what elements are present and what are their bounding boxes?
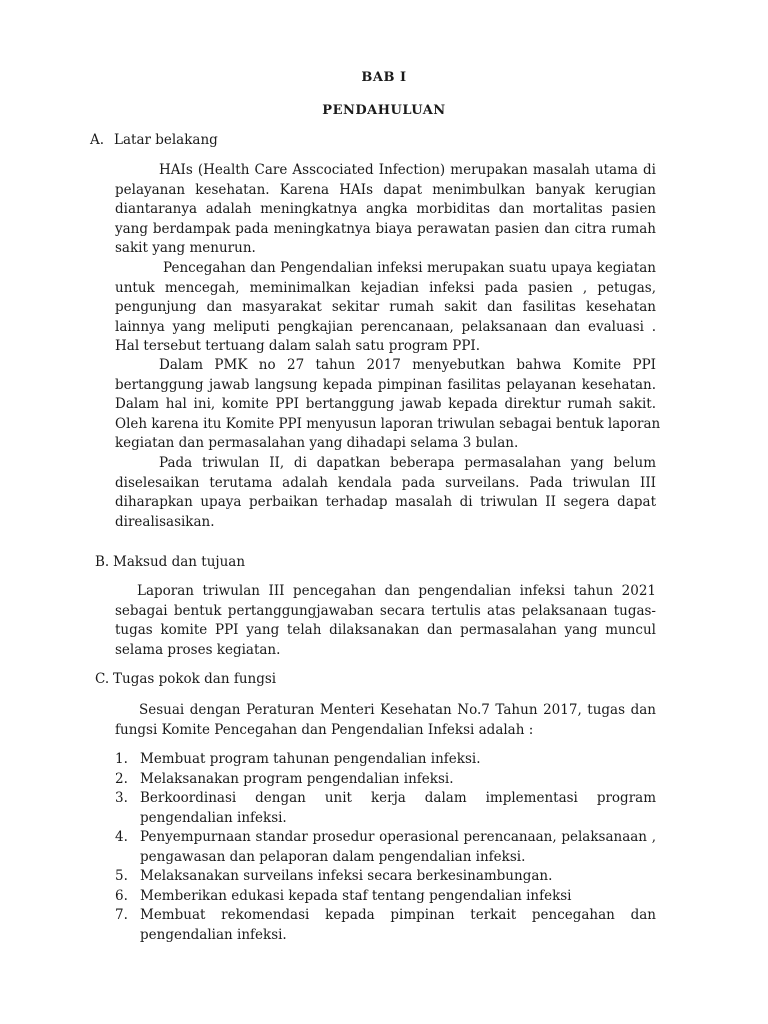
list-item-number: 6.	[115, 887, 128, 904]
section-a-paragraph-1: HAIs (Health Care Asscociated Infection) merupakan masalah utama di pelayanan kesehatan. Karena HAIs dapat menimbulkan banyak kerugian diantaranya adalah meningkatnya angka morbiditas dan mortalitas pasien yang berdampak pada meningkatnya biaya perawatan pasien dan citra rumah sakit yang menurun.	[115, 162, 656, 256]
section-a-marker: A.	[90, 132, 105, 148]
list-item: 7. Membuat rekomendasi kepada pimpinan terkait pencegahan dan pengendalian infeksi.	[115, 907, 656, 943]
section-a-title: Latar belakang	[114, 132, 218, 148]
section-a-heading	[90, 132, 218, 148]
list-item: 1. Membuat program tahunan pengendalian infeksi.	[115, 750, 656, 770]
section-a-paragraph-4: Pada triwulan II, di dapatkan beberapa permasalahan yang belum diselesaikan terutama adalah kendala pada surveilans. Pada triwulan III diharapkan upaya perbaikan terhadap masalah di triwulan II segera dapat direalisasikan.	[115, 455, 656, 530]
list-item-number: 3.	[115, 790, 128, 806]
list-item: 3. Berkoordinasi dengan unit kerja dalam implementasi program pengendalian infeksi.	[115, 790, 656, 826]
chapter-number: BAB I	[361, 70, 407, 85]
list-item: 5. Melaksanakan surveilans infeksi secara berkesinambungan.	[115, 867, 656, 887]
section-b-title: Maksud dan tujuan	[113, 554, 246, 570]
list-item-number: 1.	[115, 751, 128, 767]
section-c-marker: C.	[95, 671, 110, 687]
list-item-number: 5.	[115, 868, 128, 884]
list-item: 6. Memberikan edukasi kepada staf tentang pengendalian infeksi	[115, 887, 656, 907]
section-b-marker: B.	[95, 554, 110, 570]
section-b-paragraph: Laporan triwulan III pencegahan dan pengendalian infeksi tahun 2021 sebagai bentuk pertanggungjawaban secara tertulis atas pelaksanaan tugas- tugas komite PPI yang telah dilaksanakan dan permasalahan yang muncul selama proses kegiatan.	[115, 583, 656, 658]
list-item-number: 2.	[115, 770, 128, 787]
section-c-heading	[95, 671, 276, 687]
section-b-heading	[95, 554, 245, 570]
section-c-title: Tugas pokok dan fungsi	[113, 671, 277, 687]
list-item: 2. Melaksanakan program pengendalian infeksi.	[115, 770, 656, 790]
chapter-title: PENDAHULUAN	[322, 103, 446, 118]
section-c-paragraph: Sesuai dengan Peraturan Menteri Kesehatan No.7 Tahun 2017, tugas dan fungsi Komite Pencegahan dan Pengendalian Infeksi adalah :	[115, 702, 656, 738]
list-item-number: 4.	[115, 829, 128, 845]
list-item: 4. Penyempurnaan standar prosedur operasional perencanaan, pelaksanaan , pengawasan dan pelaporan dalam pengendalian infeksi.	[115, 829, 656, 865]
list-item-number: 7.	[115, 907, 128, 923]
section-a-paragraph-3: Dalam PMK no 27 tahun 2017 menyebutkan bahwa Komite PPI bertanggung jawab langsung kepada pimpinan fasilitas pelayanan kesehatan. Dalam hal ini, komite PPI bertanggung jawab kepada direktur rumah sakit. Oleh karena itu Komite PPI menyusun laporan triwulan sebagai bentuk laporan kegiatan dan permasalahan yang dihadapi selama 3 bulan.	[115, 357, 661, 451]
section-a-paragraph-2: Pencegahan dan Pengendalian infeksi merupakan suatu upaya kegiatan untuk mencegah, meminimalkan kejadian infeksi pada pasien , petugas, pengunjung dan masyarakat sekitar rumah sakit dan fasilitas kesehatan lainnya yang meliputi pengkajian perencanaan, pelaksanaan dan evaluasi . Hal tersebut tertuang dalam salah satu program PPI.	[115, 260, 656, 354]
tasks-list	[115, 750, 656, 945]
